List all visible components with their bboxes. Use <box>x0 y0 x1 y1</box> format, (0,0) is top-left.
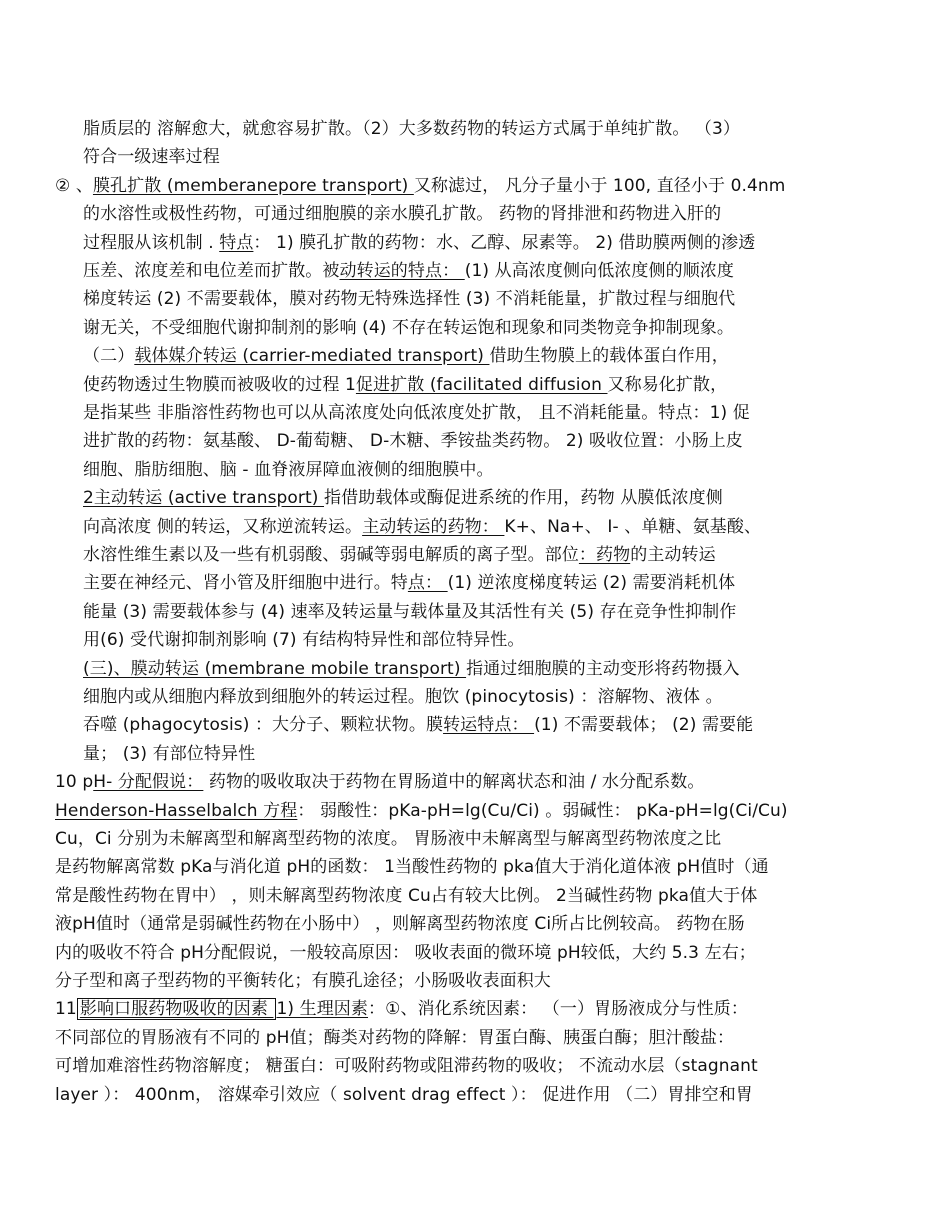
text-segment: 谢无关，不受细胞代谢抑制剂的影响 (4) 不存在转运饱和现象和同类物竞争抑制现象。 <box>83 318 734 338</box>
underlined-term: 2主动转运 (active transport) <box>83 488 325 508</box>
text-segment: 常是酸性药物在胃中） ，则未解离型药物浓度 Cu占有较大比例。 2当碱性药物 pka值大于体 <box>55 886 758 906</box>
text-line <box>83 485 723 511</box>
underlined-term: 载体媒介转运 (carrier-mediated transport) <box>134 346 490 366</box>
text-segment: 压差、浓度差和电位差而扩散。被 <box>83 261 340 281</box>
text-line <box>83 230 755 256</box>
text-line <box>55 968 551 994</box>
text-segment: 分子型和离子型药物的平衡转化；有膜孔途径；小肠吸收表面积大 <box>55 971 551 991</box>
text-line <box>55 854 769 880</box>
text-line <box>83 286 735 312</box>
text-segment: 内的吸收不符合 pH分配假说，一般较高原因： 吸收表面的微环境 pH较低，大约 5.3 左右； <box>55 943 756 963</box>
text-segment: ：①、消化系统因素： （一）胃肠液成分与性质： <box>368 999 748 1019</box>
text-line <box>83 599 736 625</box>
text-segment: 10 p <box>55 772 94 792</box>
text-segment: layer ）： 400nm， 溶媒牵引效应（ solvent drag effect ）： 促进作用 （二）胃排空和胃 <box>55 1085 753 1105</box>
text-segment: （二） <box>83 346 135 366</box>
text-segment: 量； (3) 有部位特异性 <box>83 744 256 764</box>
text-line <box>83 201 721 227</box>
text-segment: 是药物解离常数 pKa与消化道 pH的函数： 1当酸性药物的 pka值大于消化道体液 pH值时（通 <box>55 857 769 877</box>
text-line <box>55 173 785 199</box>
text-line <box>55 883 757 909</box>
text-segment: 能量 (3) 需要载体参与 (4) 速率及转运量与载体量及其活性有关 (5) 存在竞争性抑制作 <box>83 602 737 622</box>
underlined-term: H- 分配假说： <box>93 772 204 792</box>
underlined-term: 1) 生理因素 <box>276 999 369 1019</box>
underlined-term: 影响口服药物吸收的因素 <box>77 998 277 1020</box>
text-segment: 指通过细胞膜的主动变形将药物摄入 <box>466 659 740 679</box>
underlined-term: 点： <box>407 573 448 593</box>
underlined-term: 动转运的特点： <box>339 261 465 281</box>
text-line <box>83 656 740 682</box>
text-segment: 吞噬 (phagocytosis) ：大分子、颗粒状物。膜 <box>83 715 444 735</box>
text-segment: 又称易化扩散， <box>607 375 728 395</box>
text-segment: 的主动转运 <box>630 545 716 565</box>
text-line <box>83 144 220 170</box>
text-segment: 是指某些 非脂溶性药物也可以从高浓度处向低浓度处扩散， 且不消耗能量。特点：1) 促 <box>83 403 750 423</box>
text-segment: 液pH值时（通常是弱碱性药物在小肠中） ，则解离型药物浓度 Ci所占比例较高。 药物在肠 <box>55 914 745 934</box>
text-segment: 脂质层的 溶解愈大，就愈容易扩散。（2）大多数药物的转运方式属于单纯扩散。 （3） <box>83 119 741 139</box>
text-line <box>83 542 716 568</box>
text-segment: 梯度转运 (2) 不需要载体，膜对药物无特殊选择性 (3) 不消耗能量，扩散过程与细胞代 <box>83 289 736 309</box>
text-segment: 用(6) 受代谢抑制剂影响 (7) 有结构特异性和部位特异性。 <box>83 630 525 650</box>
text-segment: 水溶性维生素以及一些有机弱酸、弱碱等弱电解质的离子型。部位 <box>83 545 579 565</box>
text-segment: 进扩散的药物：氨基酸、 D-葡萄糖、 D-木糖、季铵盐类药物。 2) 吸收位置：小肠上皮 <box>83 431 743 451</box>
text-line <box>83 315 734 341</box>
text-segment: Cu，Ci 分别为未解离型和解离型药物的浓度。 胃肠液中未解离型与解离型药物浓度之比 <box>55 829 722 849</box>
text-segment: 向高浓度 侧的转运，又称逆流转运。 <box>83 517 363 537</box>
text-segment: ： 1) 膜孔扩散的药物：水、乙醇、尿素等。 2) 借助膜两侧的渗透 <box>253 233 756 253</box>
underlined-term: 促进扩散 (facilitated diffusion <box>355 375 608 395</box>
text-line <box>83 741 255 767</box>
text-line <box>55 996 748 1022</box>
text-line <box>55 769 705 795</box>
text-segment: 11 <box>55 999 77 1019</box>
text-line <box>83 627 524 653</box>
text-segment: 借助生物膜上的载体蛋白作用， <box>489 346 729 366</box>
text-segment: 可增加难溶性药物溶解度； 糖蛋白：可吸附药物或阻滞药物的吸收； 不流动水层（stagnant <box>55 1056 758 1076</box>
underlined-term: ：药物 <box>578 545 631 565</box>
underlined-term: 转运特点： <box>443 715 535 735</box>
text-segment: 又称滤过， 凡分子量小于 100, 直径小于 0.4nm <box>413 176 786 196</box>
underlined-term: 膜孔扩散 (memberanepore transport) <box>92 176 414 196</box>
text-segment: 指借助载体或酶促进系统的作用，药物 从膜低浓度侧 <box>324 488 723 508</box>
text-segment: 细胞内或从细胞内释放到细胞外的转运过程。胞饮 (pinocytosis) ：溶解物、液体 。 <box>83 687 723 707</box>
text-segment: (1) 从高浓度侧向低浓度侧的顺浓度 <box>464 261 735 281</box>
text-line <box>83 258 734 284</box>
text-line <box>83 400 750 426</box>
text-line <box>83 116 740 142</box>
text-segment: 使药物透过生物膜而被吸收的过程 1 <box>83 375 356 395</box>
text-line <box>55 940 756 966</box>
text-segment: 不同部位的胃肠液有不同的 pH值；酶类对药物的降解：胃蛋白酶、胰蛋白酶；胆汁酸盐： <box>55 1028 735 1048</box>
text-line <box>83 514 761 540</box>
text-segment: 符合一级速率过程 <box>83 147 220 167</box>
underlined-term: 特点 <box>219 233 254 253</box>
text-line <box>83 712 753 738</box>
text-segment: 的水溶性或极性药物，可通过细胞膜的亲水膜孔扩散。 药物的肾排泄和药物进入肝的 <box>83 204 722 224</box>
text-line <box>55 911 745 937</box>
text-segment: (1) 逆浓度梯度转运 (2) 需要消耗机体 <box>447 573 736 593</box>
text-segment: ② 、 <box>55 176 93 196</box>
text-segment: (1) 不需要载体； (2) 需要能 <box>534 715 754 735</box>
text-line <box>83 457 494 483</box>
underlined-term: (三)、膜动转运 (membrane mobile transport) <box>83 659 467 679</box>
text-segment: 细胞、脂肪细胞、脑 - 血脊液屏障血液侧的细胞膜中。 <box>83 460 494 480</box>
text-segment: 药物的吸收取决于药物在胃肠道中的解离状态和油 / 水分配系数。 <box>203 772 705 792</box>
text-segment: 过程服从该机制 . <box>83 233 220 253</box>
underlined-term: 主动转运的药物： <box>362 517 505 537</box>
text-line <box>83 372 727 398</box>
text-line <box>83 428 743 454</box>
text-segment: K+、Na+、 I- 、单糖、氨基酸、 <box>504 517 762 537</box>
text-line <box>83 684 723 710</box>
text-segment: 主要在神经元、肾小管及肝细胞中进行。特 <box>83 573 408 593</box>
text-line <box>55 1053 758 1079</box>
text-segment: ： 弱酸性：pKa-pH=lg(Cu/Ci) 。弱碱性： pKa-pH=lg(Ci/Cu) <box>297 801 788 821</box>
text-line <box>55 1082 753 1108</box>
text-line <box>83 570 735 596</box>
text-line <box>83 343 729 369</box>
text-line <box>55 826 721 852</box>
underlined-term: Henderson-Hasselbalch 方程 <box>55 801 298 821</box>
text-line <box>55 798 788 824</box>
text-line <box>55 1025 734 1051</box>
